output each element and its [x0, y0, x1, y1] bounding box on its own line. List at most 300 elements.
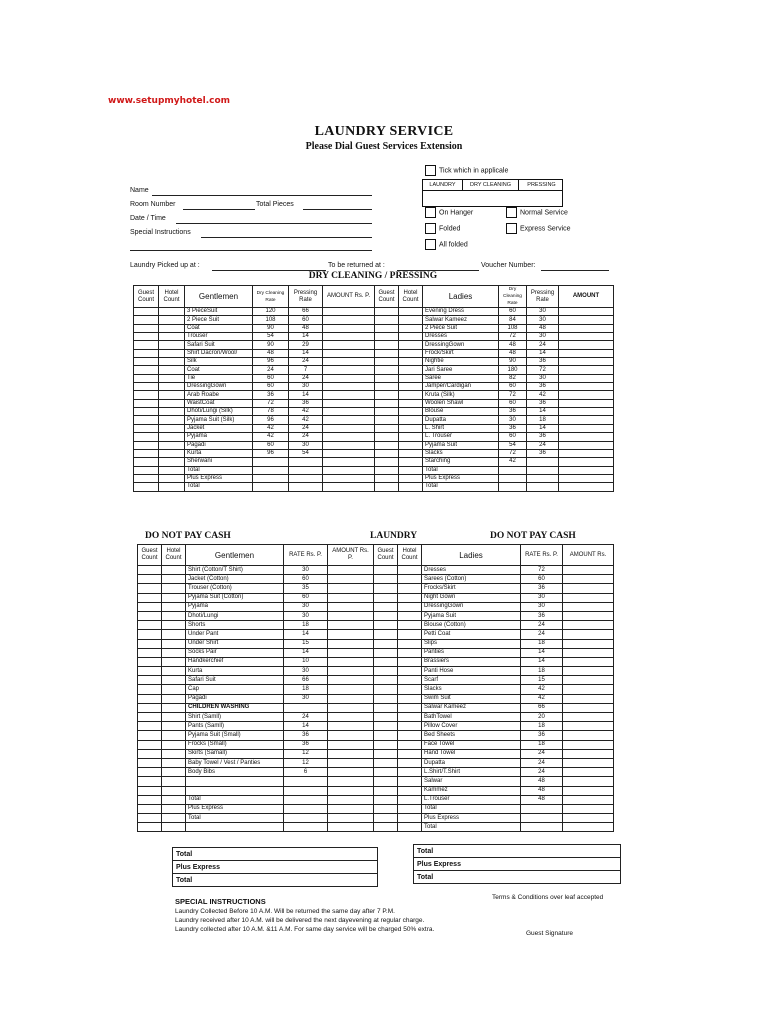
guest-count-cell[interactable] [134, 383, 159, 391]
hotel-count-cell[interactable] [162, 630, 186, 639]
guest-count-cell[interactable] [138, 648, 162, 657]
hotel-count-cell[interactable] [398, 758, 422, 767]
guest-count-cell[interactable] [375, 349, 399, 357]
amount-cell[interactable] [323, 333, 375, 341]
amount-cell[interactable] [328, 795, 374, 804]
guest-count-cell[interactable] [138, 621, 162, 630]
guest-count-cell[interactable] [134, 441, 159, 449]
hotel-count-cell[interactable] [399, 441, 423, 449]
hotel-count-cell[interactable] [398, 804, 422, 813]
amount-cell[interactable] [328, 676, 374, 685]
guest-count-cell[interactable] [374, 685, 398, 694]
hotel-count-cell[interactable] [162, 795, 186, 804]
hotel-count-cell[interactable] [399, 324, 423, 332]
amount-cell[interactable] [323, 466, 375, 474]
service-pressing[interactable]: PRESSING [527, 182, 556, 188]
amount-cell[interactable] [559, 408, 614, 416]
amount-cell[interactable] [563, 602, 614, 611]
amount-cell[interactable] [328, 777, 374, 786]
hotel-count-cell[interactable] [159, 374, 185, 382]
hotel-count-cell[interactable] [399, 416, 423, 424]
guest-count-cell[interactable] [134, 349, 159, 357]
guest-count-cell[interactable] [138, 731, 162, 740]
amount-cell[interactable] [328, 593, 374, 602]
guest-count-cell[interactable] [375, 374, 399, 382]
hotel-count-cell[interactable] [398, 593, 422, 602]
amount-cell[interactable] [323, 416, 375, 424]
amount-cell[interactable] [328, 722, 374, 731]
guest-count-cell[interactable] [374, 694, 398, 703]
room-number-field[interactable] [183, 209, 255, 210]
guest-count-cell[interactable] [374, 639, 398, 648]
amount-cell[interactable] [323, 308, 375, 316]
amount-cell[interactable] [563, 795, 614, 804]
guest-count-cell[interactable] [134, 474, 159, 482]
normal-service-option[interactable] [506, 207, 568, 218]
amount-cell[interactable] [328, 703, 374, 712]
on-hanger-checkbox[interactable] [425, 207, 436, 218]
normal-service-checkbox[interactable] [506, 207, 517, 218]
amount-cell[interactable] [559, 483, 614, 491]
guest-count-cell[interactable] [134, 324, 159, 332]
hotel-count-cell[interactable] [159, 458, 185, 466]
hotel-count-cell[interactable] [398, 685, 422, 694]
hotel-count-cell[interactable] [399, 466, 423, 474]
hotel-count-cell[interactable] [162, 731, 186, 740]
guest-count-cell[interactable] [374, 795, 398, 804]
amount-cell[interactable] [559, 399, 614, 407]
amount-cell[interactable] [563, 814, 614, 823]
guest-count-cell[interactable] [375, 308, 399, 316]
hotel-count-cell[interactable] [398, 639, 422, 648]
guest-count-cell[interactable] [375, 441, 399, 449]
amount-cell[interactable] [563, 621, 614, 630]
amount-cell[interactable] [563, 749, 614, 758]
guest-count-cell[interactable] [374, 713, 398, 722]
hotel-count-cell[interactable] [398, 823, 422, 832]
hotel-count-cell[interactable] [399, 358, 423, 366]
guest-count-cell[interactable] [138, 740, 162, 749]
amount-cell[interactable] [559, 366, 614, 374]
hotel-count-cell[interactable] [162, 639, 186, 648]
hotel-count-cell[interactable] [162, 768, 186, 777]
amount-cell[interactable] [563, 786, 614, 795]
guest-count-cell[interactable] [134, 333, 159, 341]
amount-cell[interactable] [328, 740, 374, 749]
hotel-count-cell[interactable] [398, 703, 422, 712]
hotel-count-cell[interactable] [162, 713, 186, 722]
hotel-count-cell[interactable] [162, 749, 186, 758]
hotel-count-cell[interactable] [398, 584, 422, 593]
on-hanger-option[interactable] [425, 207, 473, 218]
hotel-count-cell[interactable] [399, 383, 423, 391]
guest-count-cell[interactable] [134, 341, 159, 349]
amount-cell[interactable] [563, 639, 614, 648]
amount-cell[interactable] [323, 391, 375, 399]
guest-count-cell[interactable] [374, 740, 398, 749]
hotel-count-cell[interactable] [399, 333, 423, 341]
hotel-count-cell[interactable] [159, 416, 185, 424]
hotel-count-cell[interactable] [162, 584, 186, 593]
amount-cell[interactable] [323, 483, 375, 491]
total-pieces-field[interactable] [303, 209, 372, 210]
amount-cell[interactable] [328, 814, 374, 823]
amount-cell[interactable] [328, 804, 374, 813]
amount-cell[interactable] [563, 685, 614, 694]
guest-count-cell[interactable] [375, 416, 399, 424]
hotel-count-cell[interactable] [162, 676, 186, 685]
hotel-count-cell[interactable] [399, 341, 423, 349]
guest-count-cell[interactable] [374, 584, 398, 593]
amount-cell[interactable] [328, 602, 374, 611]
guest-count-cell[interactable] [374, 731, 398, 740]
amount-cell[interactable] [563, 593, 614, 602]
amount-cell[interactable] [559, 466, 614, 474]
amount-cell[interactable] [328, 657, 374, 666]
amount-cell[interactable] [328, 823, 374, 832]
amount-cell[interactable] [323, 458, 375, 466]
hotel-count-cell[interactable] [399, 458, 423, 466]
amount-cell[interactable] [323, 408, 375, 416]
amount-cell[interactable] [563, 722, 614, 731]
hotel-count-cell[interactable] [398, 795, 422, 804]
guest-count-cell[interactable] [138, 795, 162, 804]
hotel-count-cell[interactable] [398, 630, 422, 639]
amount-cell[interactable] [559, 333, 614, 341]
service-type-box[interactable] [422, 179, 563, 207]
guest-count-cell[interactable] [134, 399, 159, 407]
hotel-count-cell[interactable] [399, 374, 423, 382]
amount-cell[interactable] [563, 740, 614, 749]
guest-count-cell[interactable] [134, 416, 159, 424]
guest-count-cell[interactable] [374, 621, 398, 630]
hotel-count-cell[interactable] [162, 657, 186, 666]
guest-count-cell[interactable] [375, 433, 399, 441]
guest-count-cell[interactable] [138, 657, 162, 666]
all-folded-checkbox[interactable] [425, 239, 436, 250]
hotel-count-cell[interactable] [159, 449, 185, 457]
hotel-count-cell[interactable] [162, 648, 186, 657]
guest-count-cell[interactable] [374, 758, 398, 767]
guest-count-cell[interactable] [138, 593, 162, 602]
hotel-count-cell[interactable] [399, 391, 423, 399]
guest-count-cell[interactable] [138, 676, 162, 685]
hotel-count-cell[interactable] [159, 316, 185, 324]
amount-cell[interactable] [323, 449, 375, 457]
hotel-count-cell[interactable] [159, 324, 185, 332]
guest-count-cell[interactable] [374, 814, 398, 823]
hotel-count-cell[interactable] [399, 316, 423, 324]
guest-count-cell[interactable] [134, 358, 159, 366]
guest-count-cell[interactable] [138, 786, 162, 795]
amount-cell[interactable] [559, 416, 614, 424]
guest-count-cell[interactable] [138, 667, 162, 676]
hotel-count-cell[interactable] [159, 441, 185, 449]
guest-count-cell[interactable] [374, 703, 398, 712]
amount-cell[interactable] [563, 566, 614, 575]
name-field[interactable] [152, 195, 372, 196]
amount-cell[interactable] [563, 694, 614, 703]
hotel-count-cell[interactable] [398, 768, 422, 777]
amount-cell[interactable] [559, 433, 614, 441]
folded-option[interactable] [425, 223, 460, 234]
hotel-count-cell[interactable] [399, 399, 423, 407]
amount-cell[interactable] [563, 703, 614, 712]
amount-cell[interactable] [563, 584, 614, 593]
hotel-count-cell[interactable] [399, 433, 423, 441]
amount-cell[interactable] [559, 341, 614, 349]
hotel-count-cell[interactable] [398, 731, 422, 740]
amount-cell[interactable] [563, 575, 614, 584]
service-laundry[interactable]: LAUNDRY [423, 180, 463, 190]
hotel-count-cell[interactable] [398, 777, 422, 786]
amount-cell[interactable] [328, 639, 374, 648]
hotel-count-cell[interactable] [159, 466, 185, 474]
guest-count-cell[interactable] [374, 676, 398, 685]
guest-count-cell[interactable] [138, 814, 162, 823]
hotel-count-cell[interactable] [159, 483, 185, 491]
amount-cell[interactable] [563, 611, 614, 620]
amount-cell[interactable] [328, 575, 374, 584]
amount-cell[interactable] [328, 621, 374, 630]
guest-count-cell[interactable] [375, 483, 399, 491]
amount-cell[interactable] [559, 308, 614, 316]
hotel-count-cell[interactable] [399, 483, 423, 491]
guest-count-cell[interactable] [134, 408, 159, 416]
hotel-count-cell[interactable] [398, 786, 422, 795]
guest-count-cell[interactable] [134, 449, 159, 457]
guest-count-cell[interactable] [375, 358, 399, 366]
amount-cell[interactable] [559, 441, 614, 449]
guest-count-cell[interactable] [375, 316, 399, 324]
hotel-count-cell[interactable] [399, 449, 423, 457]
express-service-option[interactable] [506, 223, 571, 234]
guest-count-cell[interactable] [138, 823, 162, 832]
amount-cell[interactable] [559, 474, 614, 482]
hotel-count-cell[interactable] [398, 575, 422, 584]
amount-cell[interactable] [323, 358, 375, 366]
hotel-count-cell[interactable] [162, 814, 186, 823]
amount-cell[interactable] [563, 648, 614, 657]
hotel-count-cell[interactable] [398, 621, 422, 630]
amount-cell[interactable] [328, 584, 374, 593]
folded-checkbox[interactable] [425, 223, 436, 234]
amount-cell[interactable] [563, 731, 614, 740]
amount-cell[interactable] [559, 449, 614, 457]
guest-count-cell[interactable] [374, 611, 398, 620]
hotel-count-cell[interactable] [162, 722, 186, 731]
amount-cell[interactable] [559, 316, 614, 324]
guest-count-cell[interactable] [375, 449, 399, 457]
amount-cell[interactable] [559, 458, 614, 466]
hotel-count-cell[interactable] [398, 611, 422, 620]
hotel-count-cell[interactable] [399, 424, 423, 432]
guest-count-cell[interactable] [138, 713, 162, 722]
guest-count-cell[interactable] [375, 458, 399, 466]
amount-cell[interactable] [559, 324, 614, 332]
all-folded-option[interactable] [425, 239, 468, 250]
hotel-count-cell[interactable] [398, 694, 422, 703]
guest-count-cell[interactable] [374, 749, 398, 758]
amount-cell[interactable] [323, 399, 375, 407]
guest-count-cell[interactable] [374, 575, 398, 584]
guest-count-cell[interactable] [374, 777, 398, 786]
hotel-count-cell[interactable] [162, 777, 186, 786]
guest-count-cell[interactable] [138, 630, 162, 639]
hotel-count-cell[interactable] [398, 657, 422, 666]
guest-count-cell[interactable] [374, 648, 398, 657]
amount-cell[interactable] [559, 358, 614, 366]
guest-count-cell[interactable] [375, 424, 399, 432]
amount-cell[interactable] [323, 424, 375, 432]
amount-cell[interactable] [559, 424, 614, 432]
guest-count-cell[interactable] [375, 324, 399, 332]
hotel-count-cell[interactable] [159, 408, 185, 416]
hotel-count-cell[interactable] [159, 474, 185, 482]
hotel-count-cell[interactable] [159, 358, 185, 366]
hotel-count-cell[interactable] [398, 722, 422, 731]
amount-cell[interactable] [328, 786, 374, 795]
hotel-count-cell[interactable] [159, 366, 185, 374]
hotel-count-cell[interactable] [399, 308, 423, 316]
amount-cell[interactable] [563, 777, 614, 786]
guest-count-cell[interactable] [138, 722, 162, 731]
hotel-count-cell[interactable] [162, 621, 186, 630]
guest-count-cell[interactable] [375, 466, 399, 474]
hotel-count-cell[interactable] [398, 602, 422, 611]
amount-cell[interactable] [328, 648, 374, 657]
guest-count-cell[interactable] [138, 566, 162, 575]
hotel-count-cell[interactable] [162, 740, 186, 749]
amount-cell[interactable] [328, 667, 374, 676]
amount-cell[interactable] [323, 374, 375, 382]
guest-count-cell[interactable] [375, 408, 399, 416]
hotel-count-cell[interactable] [159, 383, 185, 391]
amount-cell[interactable] [563, 823, 614, 832]
date-time-field[interactable] [176, 223, 372, 224]
amount-cell[interactable] [328, 630, 374, 639]
service-dry-cleaning[interactable]: DRY CLEANING [463, 180, 519, 190]
hotel-count-cell[interactable] [399, 474, 423, 482]
tick-checkbox[interactable] [425, 165, 436, 176]
amount-cell[interactable] [559, 349, 614, 357]
amount-cell[interactable] [563, 758, 614, 767]
hotel-count-cell[interactable] [159, 399, 185, 407]
hotel-count-cell[interactable] [159, 424, 185, 432]
amount-cell[interactable] [328, 749, 374, 758]
special-instructions-field[interactable] [201, 237, 372, 238]
guest-count-cell[interactable] [138, 768, 162, 777]
hotel-count-cell[interactable] [162, 823, 186, 832]
hotel-count-cell[interactable] [162, 804, 186, 813]
guest-count-cell[interactable] [374, 630, 398, 639]
guest-count-cell[interactable] [138, 685, 162, 694]
amount-cell[interactable] [559, 374, 614, 382]
guest-count-cell[interactable] [374, 823, 398, 832]
hotel-count-cell[interactable] [162, 611, 186, 620]
amount-cell[interactable] [328, 685, 374, 694]
amount-cell[interactable] [563, 657, 614, 666]
hotel-count-cell[interactable] [162, 694, 186, 703]
hotel-count-cell[interactable] [399, 349, 423, 357]
amount-cell[interactable] [323, 366, 375, 374]
guest-count-cell[interactable] [374, 804, 398, 813]
guest-count-cell[interactable] [134, 458, 159, 466]
amount-cell[interactable] [563, 768, 614, 777]
hotel-count-cell[interactable] [399, 408, 423, 416]
amount-cell[interactable] [323, 441, 375, 449]
amount-cell[interactable] [323, 316, 375, 324]
guest-count-cell[interactable] [374, 667, 398, 676]
hotel-count-cell[interactable] [398, 648, 422, 657]
special-instructions-field-2[interactable] [130, 250, 372, 251]
guest-count-cell[interactable] [134, 483, 159, 491]
amount-cell[interactable] [328, 731, 374, 740]
amount-cell[interactable] [323, 349, 375, 357]
guest-count-cell[interactable] [134, 374, 159, 382]
guest-count-cell[interactable] [375, 383, 399, 391]
hotel-count-cell[interactable] [398, 740, 422, 749]
amount-cell[interactable] [328, 694, 374, 703]
guest-count-cell[interactable] [134, 391, 159, 399]
guest-count-cell[interactable] [374, 722, 398, 731]
amount-cell[interactable] [328, 758, 374, 767]
guest-count-cell[interactable] [138, 703, 162, 712]
guest-count-cell[interactable] [375, 474, 399, 482]
hotel-count-cell[interactable] [162, 593, 186, 602]
guest-count-cell[interactable] [138, 749, 162, 758]
amount-cell[interactable] [328, 713, 374, 722]
guest-count-cell[interactable] [375, 333, 399, 341]
guest-count-cell[interactable] [138, 602, 162, 611]
amount-cell[interactable] [559, 383, 614, 391]
hotel-count-cell[interactable] [162, 685, 186, 694]
amount-cell[interactable] [559, 391, 614, 399]
amount-cell[interactable] [328, 566, 374, 575]
hotel-count-cell[interactable] [159, 391, 185, 399]
hotel-count-cell[interactable] [162, 575, 186, 584]
guest-count-cell[interactable] [134, 316, 159, 324]
guest-count-cell[interactable] [375, 341, 399, 349]
amount-cell[interactable] [563, 804, 614, 813]
guest-count-cell[interactable] [375, 391, 399, 399]
hotel-count-cell[interactable] [159, 308, 185, 316]
guest-count-cell[interactable] [374, 768, 398, 777]
guest-count-cell[interactable] [374, 657, 398, 666]
guest-count-cell[interactable] [134, 433, 159, 441]
express-service-checkbox[interactable] [506, 223, 517, 234]
amount-cell[interactable] [323, 341, 375, 349]
amount-cell[interactable] [323, 474, 375, 482]
guest-count-cell[interactable] [138, 575, 162, 584]
hotel-count-cell[interactable] [162, 667, 186, 676]
hotel-count-cell[interactable] [162, 703, 186, 712]
amount-cell[interactable] [563, 676, 614, 685]
guest-count-cell[interactable] [138, 639, 162, 648]
hotel-count-cell[interactable] [398, 713, 422, 722]
amount-cell[interactable] [563, 667, 614, 676]
guest-count-cell[interactable] [375, 399, 399, 407]
hotel-count-cell[interactable] [162, 758, 186, 767]
amount-cell[interactable] [323, 383, 375, 391]
guest-count-cell[interactable] [138, 584, 162, 593]
guest-count-cell[interactable] [134, 424, 159, 432]
hotel-count-cell[interactable] [159, 433, 185, 441]
amount-cell[interactable] [328, 611, 374, 620]
guest-count-cell[interactable] [138, 694, 162, 703]
amount-cell[interactable] [328, 768, 374, 777]
guest-count-cell[interactable] [374, 566, 398, 575]
